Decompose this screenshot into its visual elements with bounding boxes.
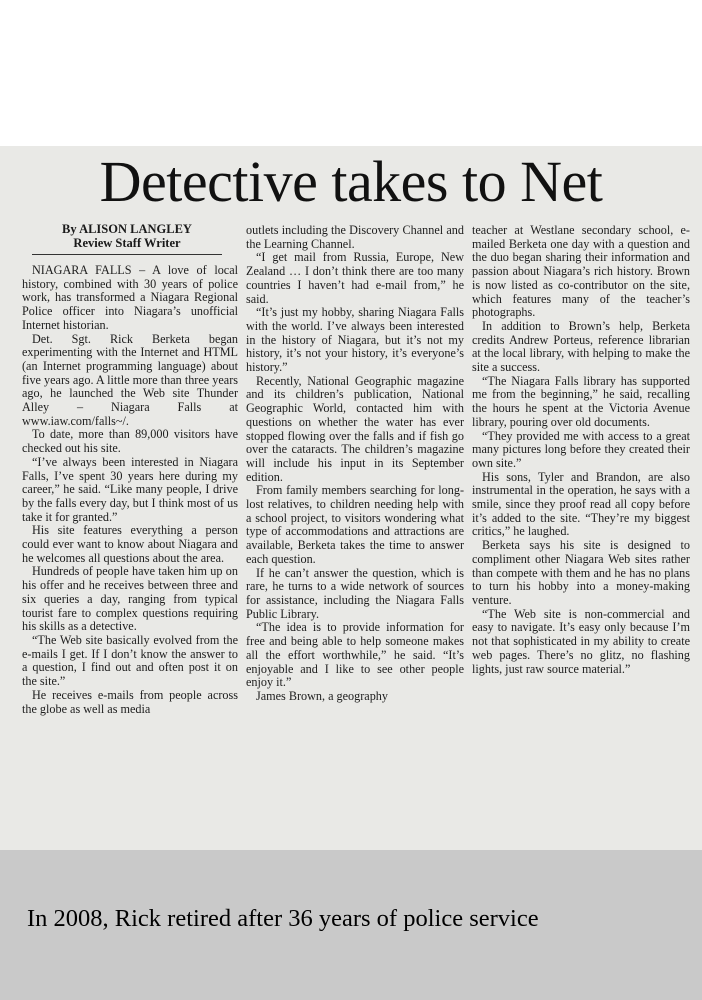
paragraph: Recently, National Geographic magazine and its children’s publication, National Geographic World, contacted him with questions on whether the water has ever stopped flowing over the falls and if fish go over the cataracts. The children’s magazine will include his input in its September edition. — [246, 373, 464, 484]
caption-band — [0, 850, 702, 1000]
paragraph: James Brown, a geography — [256, 688, 388, 703]
paragraph: NIAGARA FALLS – A love of local history, combined with 30 years of police work, has transformed a Niagara Regional Police officer into Niagara’s unofficial Internet historian. — [22, 263, 238, 332]
paragraph: teacher at Westlane secondary school, e-mailed Berketa one day with a question and the duo began sharing their information and passion about Niagara’s rich history. Brown is now listed as co-contributor on the site, which features many of the teacher’s photographs. — [472, 223, 690, 320]
paragraph: outlets including the Discovery Channel and the Learning Channel. — [246, 223, 464, 251]
paragraph: “The Niagara Falls library has supported me from the beginning,” he said, recalling the hours he spent at the Victoria Avenue library, pouring over old documents. — [472, 373, 690, 429]
paragraph: Berketa says his site is designed to compliment other Niagara Web sites rather than compete with them and he has no plans to turn his hobby into a money-making venture. — [472, 538, 690, 607]
byline-rule — [32, 254, 222, 255]
top-margin — [0, 0, 702, 146]
newspaper-clipping — [0, 146, 702, 850]
article-column-2 — [246, 224, 464, 704]
byline-author: By ALISON LANGLEY — [62, 222, 192, 236]
paragraph: “The Web site basically evolved from the e-mails I get. If I don’t know the answer to a question, I find out and often post it on the site.” — [22, 632, 238, 689]
paragraph: From family members searching for long-lost relatives, to children needing help with a school project, to visitors wondering what type of accommodations and attractions are available, Berketa takes the time to answer each question. — [246, 483, 464, 566]
byline — [32, 222, 222, 255]
paragraph: “It’s just my hobby, sharing Niagara Falls with the world. I’ve always been interested in the history of Niagara, but it’s not my history, it’s not your history, it’s everyone’s history.” — [246, 305, 464, 375]
caption-text: In 2008, Rick retired after 36 years of police service — [27, 905, 539, 932]
paragraph: To date, more than 89,000 visitors have checked out his site. — [22, 427, 238, 456]
byline-role: Review Staff Writer — [73, 236, 181, 250]
article-headline: Detective takes to Net — [99, 149, 603, 214]
paragraph: He receives e-mails from people across the globe as well as media — [22, 687, 238, 716]
paragraph: His sons, Tyler and Brandon, are also instrumental in the operation, he says with a smile, since they proof read all copy before it’s added to the site. “They’re my biggest critics,” he laughed. — [472, 469, 690, 539]
paragraph: “I get mail from Russia, Europe, New Zealand … I don’t think there are too many countries I haven’t had e-mail from,” he said. — [246, 250, 464, 306]
paragraph: “The Web site is non-commercial and easy to navigate. It’s easy only because I’m not that sophisticated in my ability to create web pages. There’s no glitz, no flashing lights, just raw source material.” — [472, 606, 690, 676]
paragraph: “They provided me with access to a great many pictures long before they created their own site.” — [472, 428, 690, 470]
paragraph: “I’ve always been interested in Niagara Falls, I’ve spent 30 years here during my career,” he said. “Like many people, I drive by the falls every day, but I think most of us take it for granted.” — [22, 454, 238, 524]
paragraph: Hundreds of people have taken him up on his offer and he receives between three and six queries a day, ranging from typical tourist fare to complex questions requiring his skills as a detective. — [22, 564, 238, 634]
paragraph: Det. Sgt. Rick Berketa began experimenting with the Internet and HTML (an Internet programming language) about five years ago. A little more than three years ago, he launched the Web site Thunder Alley – Niagara Falls at www.iaw.com/falls~/. — [22, 331, 238, 428]
paragraph: If he can’t answer the question, which is rare, he turns to a wide network of sources for assistance, including the Niagara Falls Public Library. — [246, 565, 464, 621]
paragraph: “The idea is to provide information for free and being able to help someone makes all the effort worthwhile,” he said. “It’s enjoyable and I like to see other people enjoy it.” — [246, 620, 464, 690]
article-column-3 — [472, 224, 690, 676]
article-column-1 — [22, 264, 238, 716]
paragraph: His site features everything a person could ever want to know about Niagara and he welcomes all questions about the area. — [22, 523, 238, 565]
paragraph: In addition to Brown’s help, Berketa credits Andrew Porteus, reference librarian at the local library, with helping to make the site a success. — [472, 318, 690, 375]
